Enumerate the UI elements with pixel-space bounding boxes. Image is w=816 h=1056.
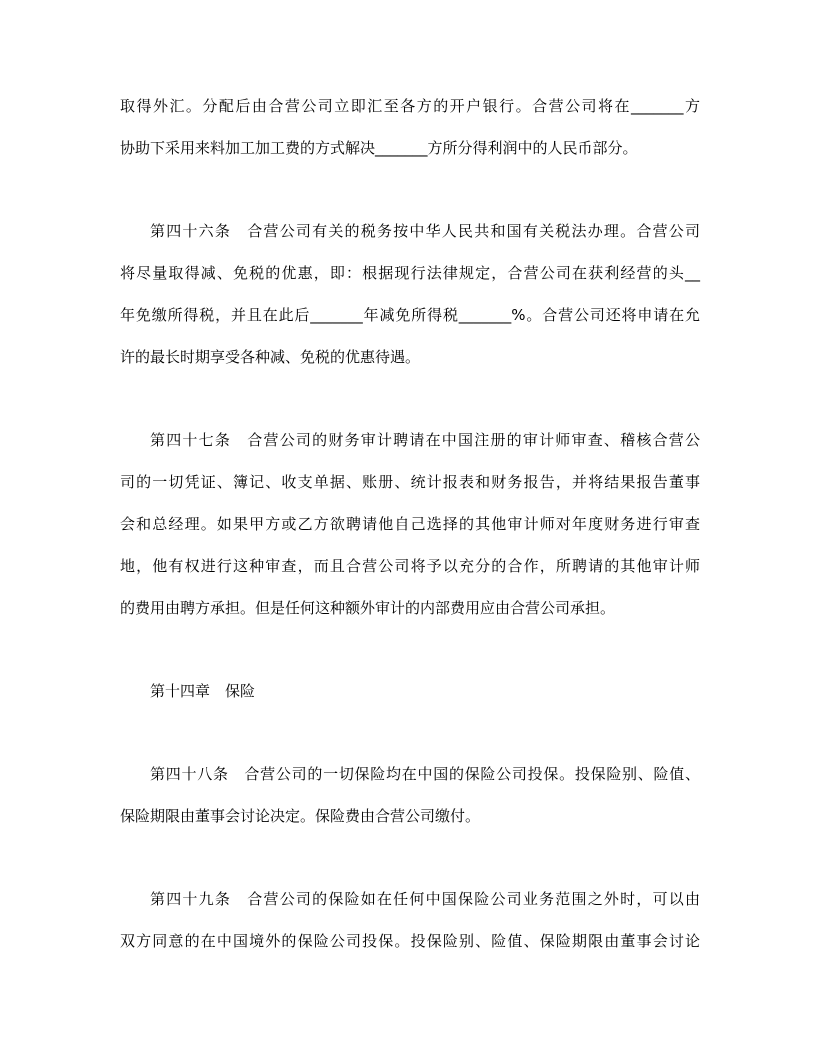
article-47-line-4: 地，他有权进行这种审查，而且合营公司将予以充分的合作，所聘请的其他审计师 — [120, 557, 700, 575]
article-46-line-4: 许的最长时期享受各种减、免税的优惠待遇。 — [120, 348, 421, 366]
article-49-line-1: 第四十九条 合营公司的保险如在任何中国保险公司业务范围之外时，可以由 — [150, 890, 700, 908]
article-47-line-5: 的费用由聘方承担。但是任何这种额外审计的内部费用应由合营公司承担。 — [120, 599, 616, 617]
paragraph-45-line-1: 取得外汇。分配后由合营公司立即汇至各方的开户银行。合营公司将在_______方 — [120, 97, 700, 115]
article-47-line-1: 第四十七条 合营公司的财务审计聘请在中国注册的审计师审查、稽核合营公 — [150, 431, 700, 449]
article-46-line-3: 年免缴所得税，并且在此后_______年减免所得税_______%。合营公司还将申请在允 — [120, 306, 700, 324]
chapter-14-heading: 第十四章 保险 — [150, 682, 256, 700]
article-47-line-2: 司的一切凭证、簿记、收支单据、账册、统计报表和财务报告，并将结果报告董事 — [120, 473, 700, 491]
article-48-line-2: 保险期限由董事会讨论决定。保险费由合营公司缴付。 — [120, 807, 481, 825]
article-46-line-1: 第四十六条 合营公司有关的税务按中华人民共和国有关税法办理。合营公司 — [150, 222, 700, 240]
article-48-line-1: 第四十八条 合营公司的一切保险均在中国的保险公司投保。投保险别、险值、 — [150, 765, 700, 783]
article-46-line-2: 将尽量取得减、免税的优惠，即：根据现行法律规定，合营公司在获利经营的头__ — [120, 264, 700, 282]
paragraph-45-line-2: 协助下采用来料加工加工费的方式解决_______方所分得利润中的人民币部分。 — [120, 139, 638, 157]
article-49-line-2: 双方同意的在中国境外的保险公司投保。投保险别、险值、保险期限由董事会讨论 — [120, 932, 700, 950]
article-47-line-3: 会和总经理。如果甲方或乙方欲聘请他自己选择的其他审计师对年度财务进行审查 — [120, 515, 700, 533]
